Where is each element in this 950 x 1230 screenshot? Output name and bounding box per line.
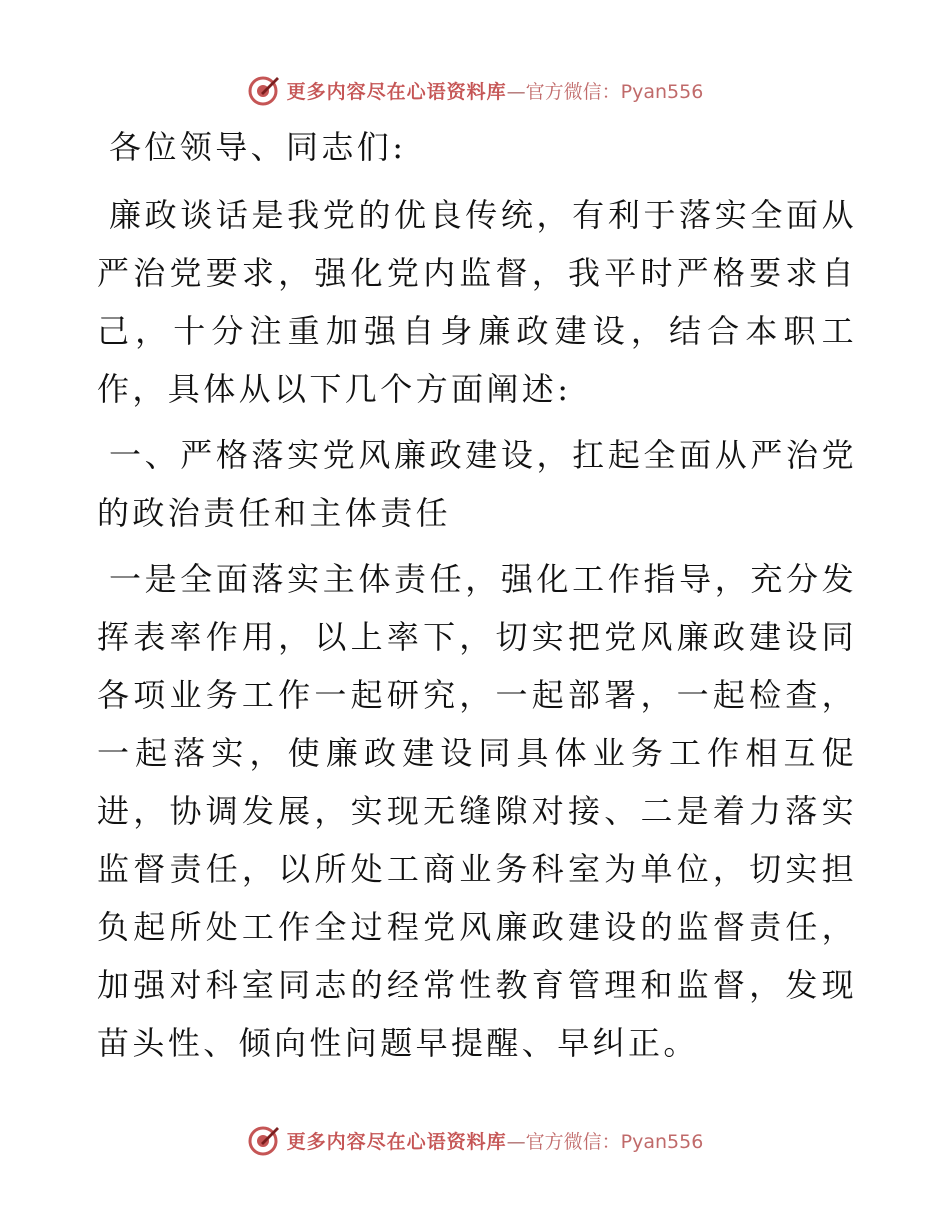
pen-circle-logo-icon [247, 1123, 281, 1157]
watermark-brand: 更多内容尽在心语资料库 [286, 1130, 507, 1153]
section-heading-1: 一、严格落实党风廉政建设，扛起全面从严治党的政治责任和主体责任 [97, 436, 857, 532]
paragraph-responsibilities: 一是全面落实主体责任，强化工作指导，充分发挥表率作用，以上率下，切实把党风廉政建设同各项业务工作一起研究，一起部署，一起检查，一起落实，使廉政建设同具体业务工作相互促进，协调发展，实现无缝隙对接、二是着力落实监督责任，以所处工商业务科室为单位，切实担负起所处工作全过程党风廉政建设的监督责任，加强对科室同志的经常性教育管理和监督，发现苗头性、倾向性问题早提醒、早纠正。 [97, 560, 857, 1062]
pen-circle-logo-icon [247, 73, 281, 107]
watermark-text [287, 77, 704, 104]
header-watermark [0, 70, 950, 110]
footer-watermark [0, 1120, 950, 1160]
greeting: 各位领导、同志们: [109, 128, 407, 166]
watermark-contact: 官方微信：Pyan556 [525, 80, 704, 103]
document-body [97, 118, 857, 1080]
watermark-brand: 更多内容尽在心语资料库 [286, 80, 507, 103]
watermark-separator: — [506, 1130, 526, 1153]
watermark-separator: — [506, 80, 526, 103]
watermark-text [287, 1127, 704, 1154]
watermark-contact: 官方微信：Pyan556 [525, 1130, 704, 1153]
paragraph-intro: 廉政谈话是我党的优良传统，有利于落实全面从严治党要求，强化党内监督，我平时严格要求自己，十分注重加强自身廉政建设，结合本职工作，具体从以下几个方面阐述: [97, 196, 857, 408]
